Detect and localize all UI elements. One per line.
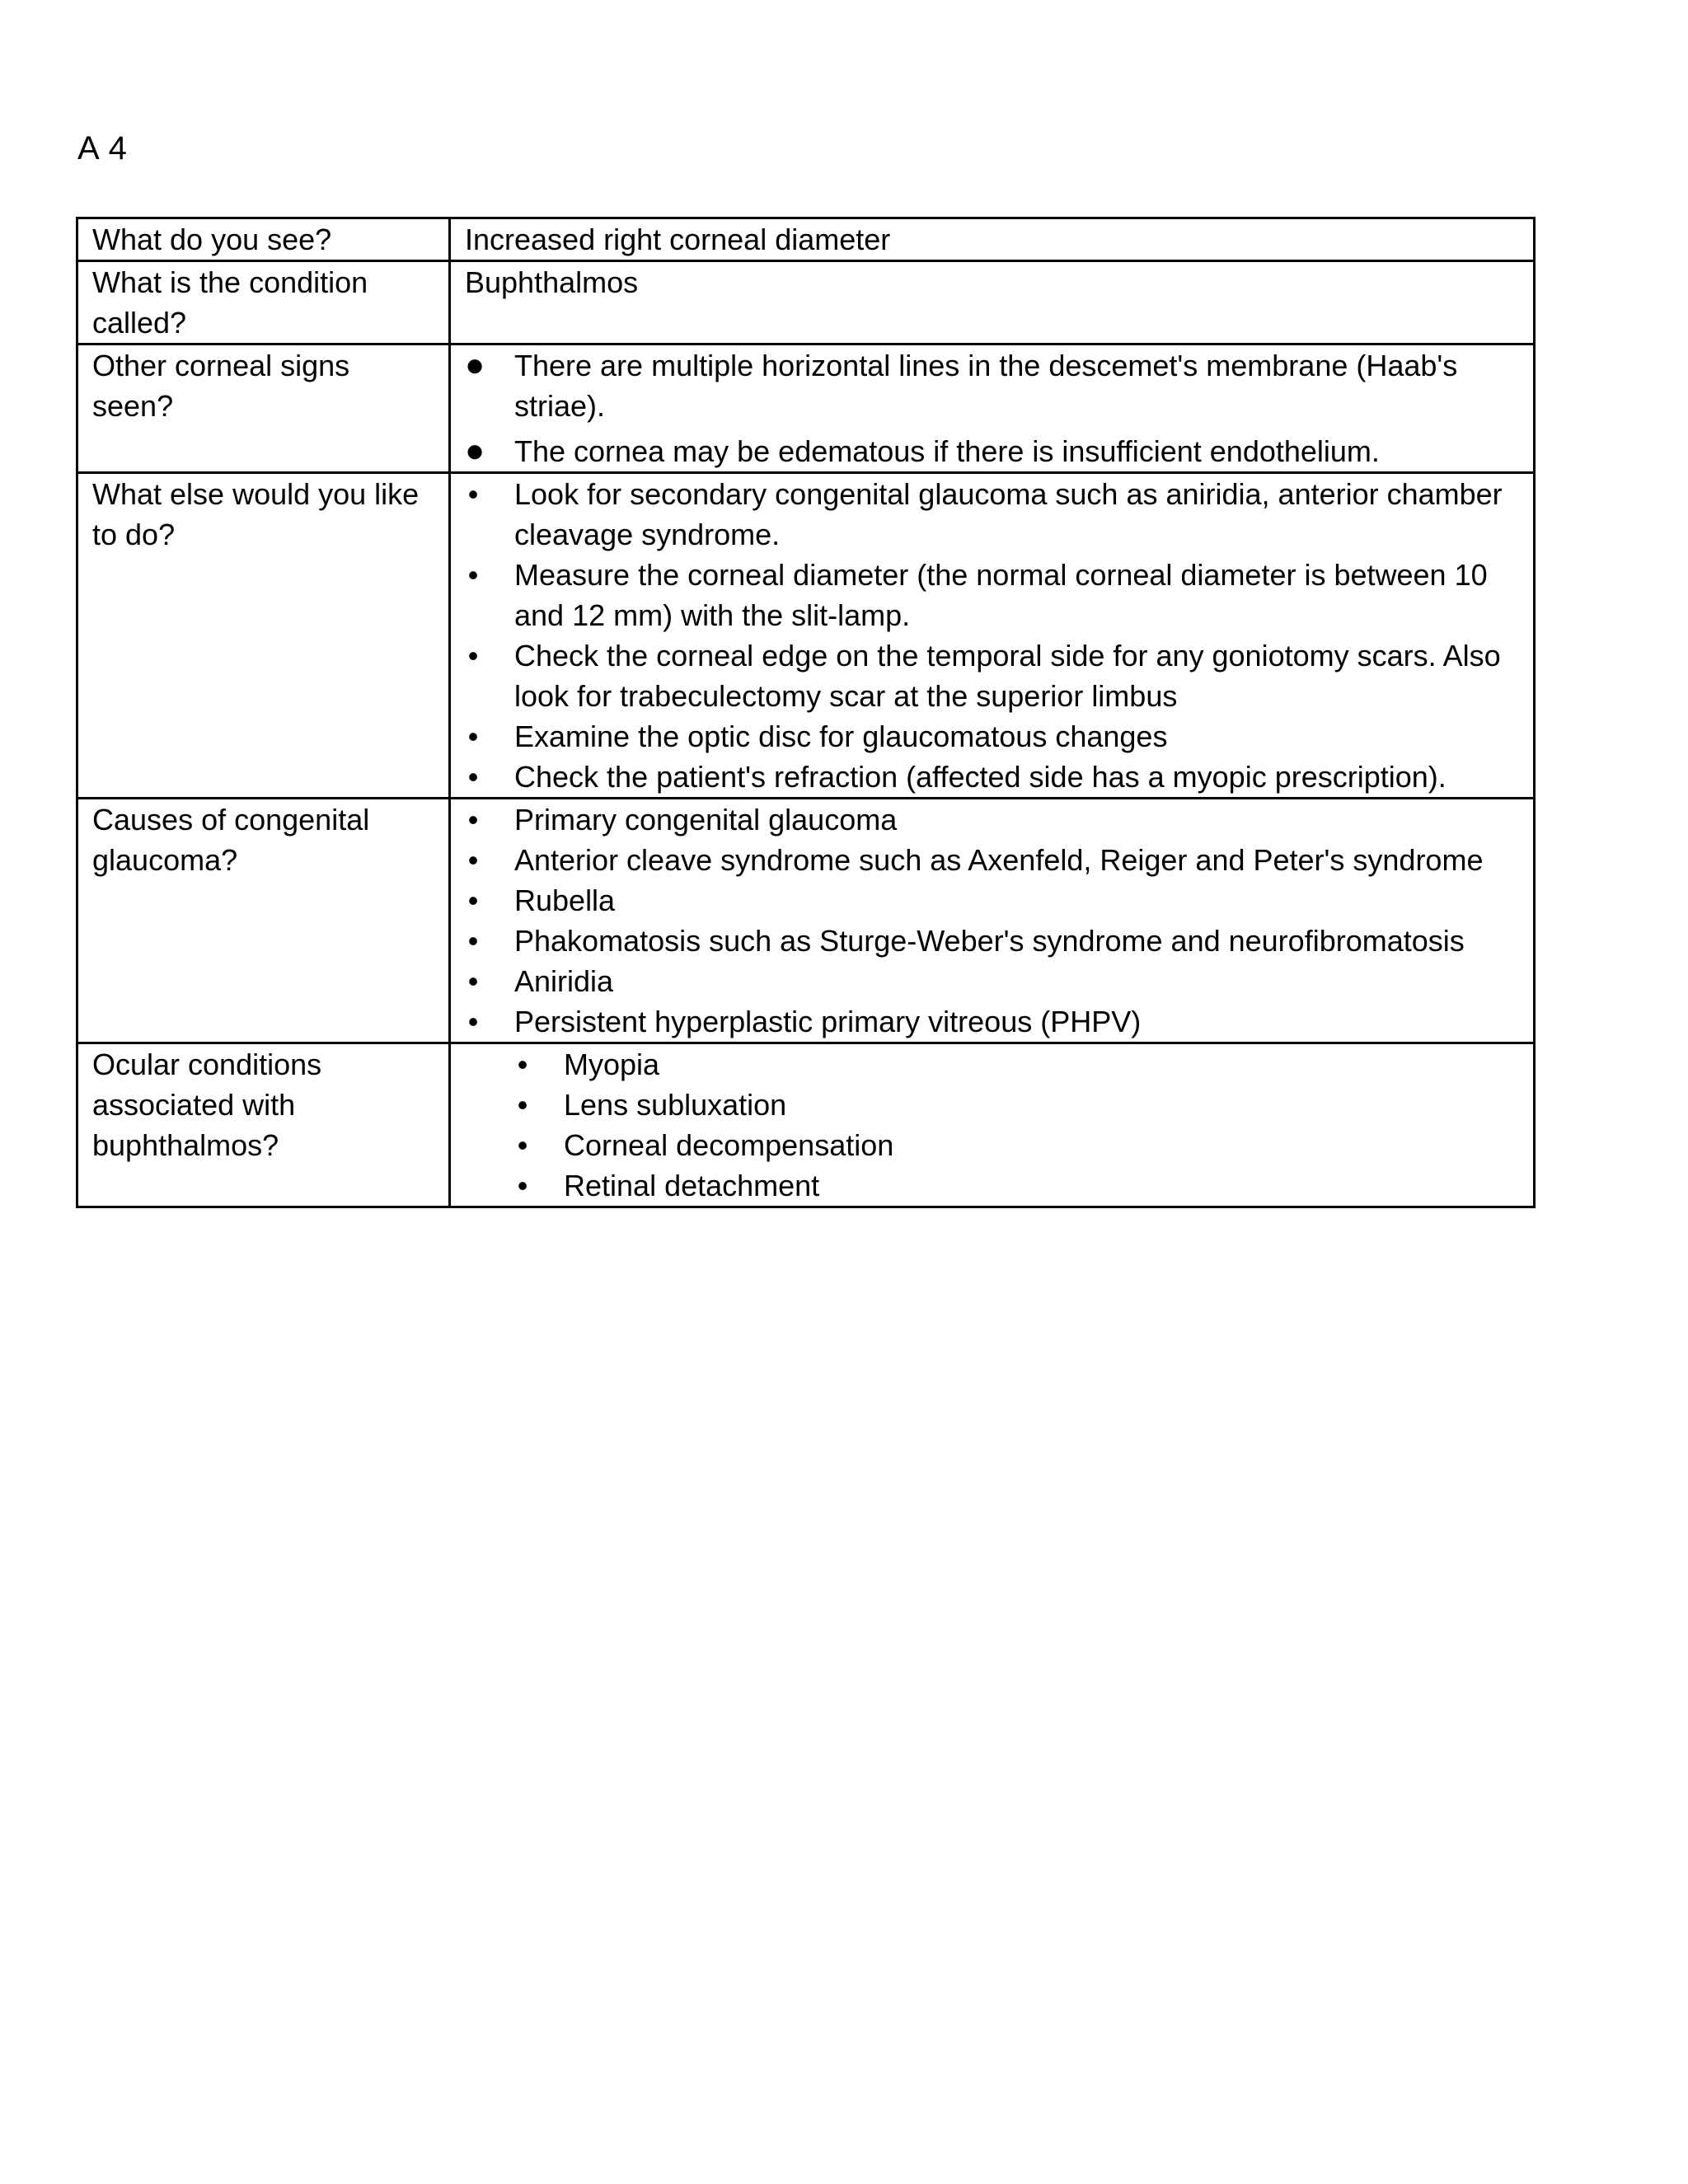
list-item-text: Retinal detachment xyxy=(564,1169,820,1202)
list-item-text: Aniridia xyxy=(514,964,614,998)
bullet-icon: • xyxy=(517,1128,528,1162)
list-item xyxy=(465,880,1518,921)
list-item-text: Persistent hyperplastic primary vitreous (PHPV) xyxy=(514,1005,1142,1038)
bullet-icon: ● xyxy=(465,347,485,383)
bullet-list xyxy=(465,799,1518,1042)
bullet-icon: • xyxy=(467,843,479,877)
list-item-text: Myopia xyxy=(564,1047,660,1081)
list-item xyxy=(465,635,1518,716)
list-item xyxy=(465,1085,1518,1125)
bullet-icon: • xyxy=(517,1088,528,1122)
list-item xyxy=(465,840,1518,880)
qa-table xyxy=(76,217,1536,1208)
table-row xyxy=(77,799,1535,1043)
bullet-icon: • xyxy=(467,558,479,592)
bullet-icon: • xyxy=(467,639,479,673)
question-cell: What else would you like to do? xyxy=(77,473,450,799)
list-item xyxy=(465,1001,1518,1042)
list-item xyxy=(465,1044,1518,1085)
list-item xyxy=(465,799,1518,840)
table-row xyxy=(77,473,1535,799)
answer-cell xyxy=(450,1043,1535,1207)
list-item-text: Phakomatosis such as Sturge-Weber's syndrome and neurofibromatosis xyxy=(514,924,1465,958)
bullet-icon: • xyxy=(467,924,479,958)
list-item-text: Rubella xyxy=(514,883,616,917)
question-cell: Ocular conditions associated with buphthalmos? xyxy=(77,1043,450,1207)
answer-cell: Increased right corneal diameter xyxy=(450,218,1535,261)
bullet-icon: • xyxy=(467,760,479,794)
table-row xyxy=(77,218,1535,261)
list-item-text: Measure the corneal diameter (the normal corneal diameter is between 10 and 12 mm) with the slit-lamp. xyxy=(514,558,1488,632)
list-item xyxy=(465,345,1518,426)
list-item xyxy=(465,474,1518,555)
bullet-icon: ● xyxy=(465,433,485,469)
bullet-icon: • xyxy=(467,803,479,837)
list-item xyxy=(465,1165,1518,1206)
list-item xyxy=(465,921,1518,961)
list-item-text: The cornea may be edematous if there is insufficient endothelium. xyxy=(514,434,1380,468)
bullet-icon: • xyxy=(517,1047,528,1081)
list-item xyxy=(465,961,1518,1001)
bullet-icon: • xyxy=(467,883,479,917)
list-item-text: There are multiple horizontal lines in the descemet's membrane (Haab's striae). xyxy=(514,349,1458,423)
bullet-list xyxy=(465,474,1518,797)
table-row xyxy=(77,261,1535,344)
table-row xyxy=(77,1043,1535,1207)
list-item-text: Lens subluxation xyxy=(564,1088,787,1122)
question-cell: Causes of congenital glaucoma? xyxy=(77,799,450,1043)
table-row xyxy=(77,344,1535,473)
list-item-text: Corneal decompensation xyxy=(564,1128,894,1162)
bullet-list xyxy=(465,345,1518,471)
list-item-text: Primary congenital glaucoma xyxy=(514,803,898,837)
bullet-list xyxy=(465,1044,1518,1206)
question-cell: What is the condition called? xyxy=(77,261,450,344)
list-item xyxy=(465,757,1518,797)
question-cell: What do you see? xyxy=(77,218,450,261)
list-item xyxy=(465,431,1518,471)
list-item xyxy=(465,716,1518,757)
list-item-text: Anterior cleave syndrome such as Axenfeld, Reiger and Peter's syndrome xyxy=(514,843,1484,877)
bullet-icon: • xyxy=(467,719,479,753)
question-cell: Other corneal signs seen? xyxy=(77,344,450,473)
answer-cell xyxy=(450,344,1535,473)
list-item-text: Examine the optic disc for glaucomatous changes xyxy=(514,719,1168,753)
answer-cell xyxy=(450,473,1535,799)
answer-cell xyxy=(450,799,1535,1043)
bullet-icon: • xyxy=(467,964,479,998)
bullet-icon: • xyxy=(517,1169,528,1202)
answer-cell: Buphthalmos xyxy=(450,261,1535,344)
page-title: A 4 xyxy=(77,130,128,166)
list-item-text: Look for secondary congenital glaucoma such as aniridia, anterior chamber cleavage syndrome. xyxy=(514,477,1503,551)
list-item xyxy=(465,1125,1518,1165)
list-item-text: Check the corneal edge on the temporal side for any goniotomy scars. Also look for trabeculectomy scar at the superior limbus xyxy=(514,639,1501,713)
bullet-icon: • xyxy=(467,1005,479,1038)
list-item xyxy=(465,555,1518,635)
list-item-text: Check the patient's refraction (affected side has a myopic prescription). xyxy=(514,760,1447,794)
bullet-icon: • xyxy=(467,477,479,511)
